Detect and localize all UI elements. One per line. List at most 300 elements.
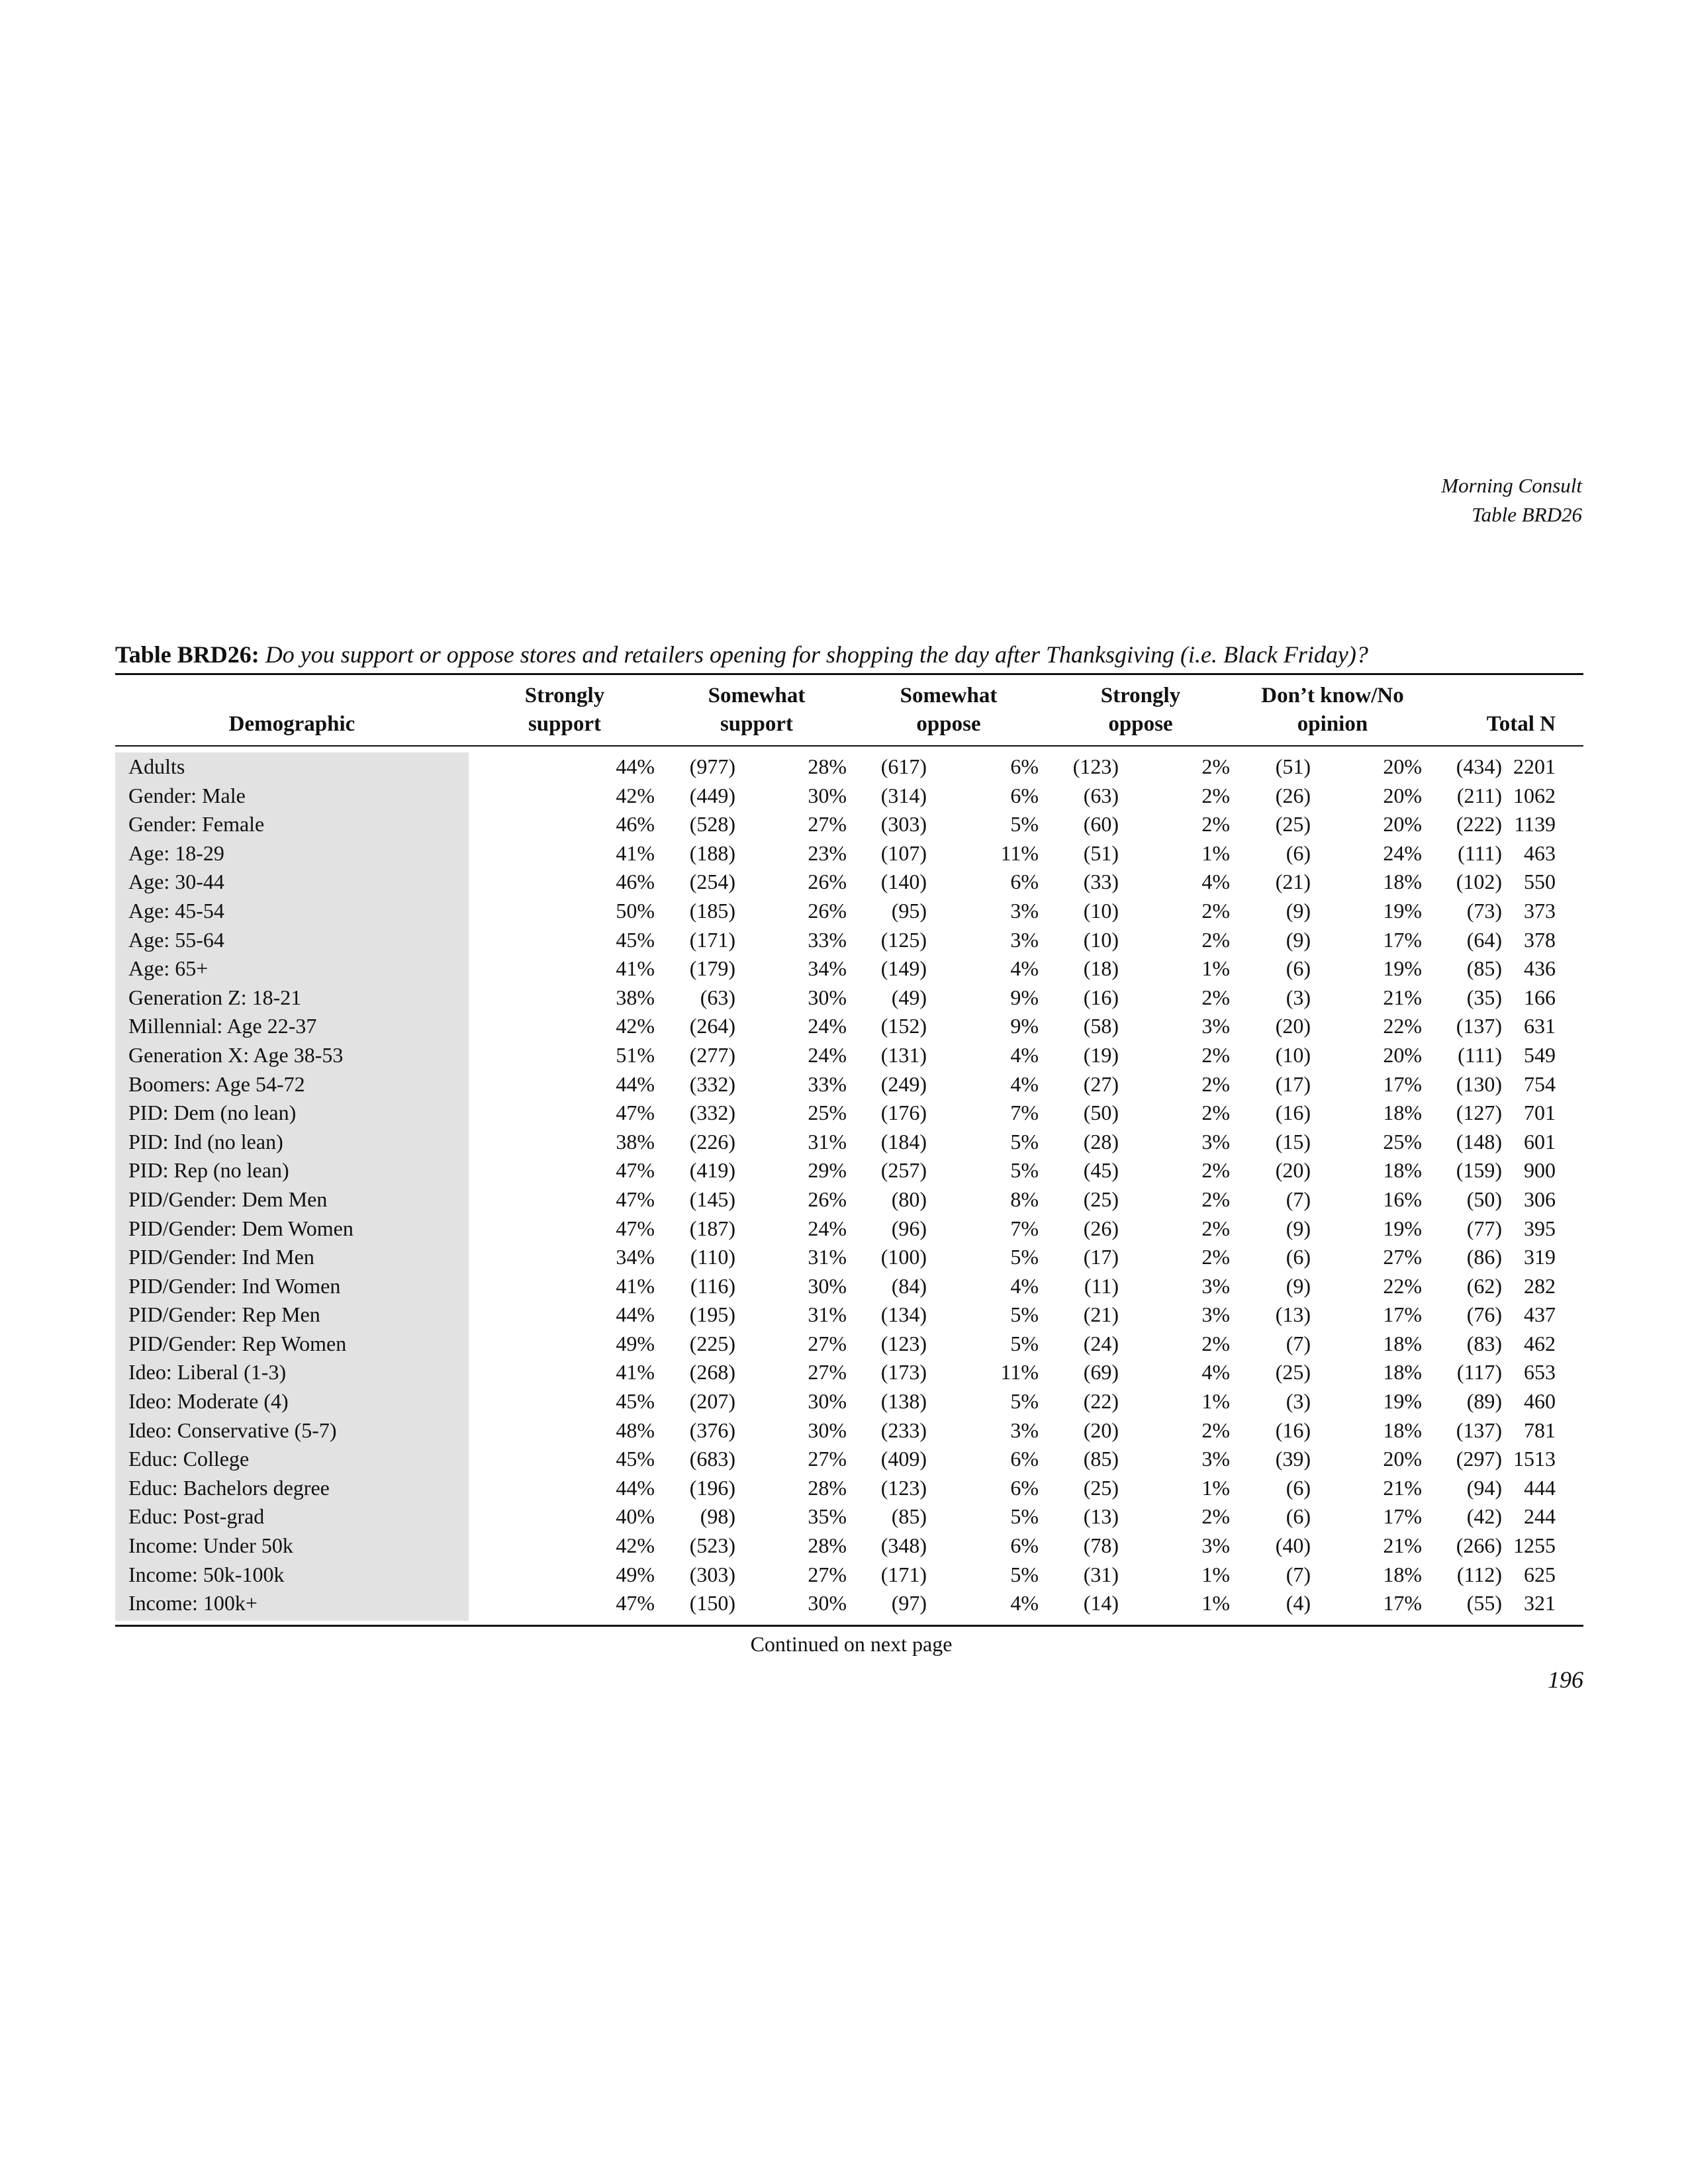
strongly-oppose-pct: 2%	[1201, 1418, 1230, 1442]
somewhat-support-pct: 29%	[808, 1158, 847, 1183]
table-row	[115, 1561, 1583, 1590]
dont-know-pct: 21%	[1383, 1475, 1422, 1500]
strongly-support-n: (268)	[689, 1360, 735, 1385]
table-row	[115, 1214, 1583, 1244]
row-demographic: Gender: Female	[128, 812, 265, 837]
strongly-support-n: (98)	[700, 1504, 735, 1529]
somewhat-oppose-pct: 6%	[1010, 1533, 1039, 1558]
strongly-support-pct: 48%	[616, 1418, 655, 1442]
table-caption	[115, 641, 1368, 668]
strongly-oppose-pct: 1%	[1201, 1591, 1230, 1615]
strongly-support-pct: 45%	[616, 1447, 655, 1471]
strongly-support-n: (188)	[689, 841, 735, 865]
somewhat-support-n: (149)	[880, 956, 927, 981]
row-demographic: PID: Dem (no lean)	[128, 1101, 297, 1125]
strongly-oppose-pct: 2%	[1201, 927, 1230, 952]
dont-know-n: (127)	[1456, 1101, 1502, 1125]
strongly-support-pct: 47%	[616, 1101, 655, 1125]
strongly-support-pct: 47%	[616, 1216, 655, 1240]
table-row	[115, 1300, 1583, 1330]
strongly-support-pct: 46%	[616, 812, 655, 837]
strongly-oppose-pct: 2%	[1201, 1071, 1230, 1096]
somewhat-oppose-n: (19)	[1083, 1042, 1119, 1067]
dont-know-pct: 18%	[1383, 1562, 1422, 1586]
somewhat-oppose-pct: 5%	[1010, 1331, 1039, 1355]
somewhat-support-n: (95)	[891, 898, 927, 923]
somewhat-support-n: (257)	[880, 1158, 927, 1183]
somewhat-oppose-pct: 6%	[1010, 870, 1039, 894]
somewhat-support-n: (97)	[891, 1591, 927, 1615]
dont-know-pct: 19%	[1383, 956, 1422, 981]
dont-know-n: (117)	[1456, 1360, 1502, 1385]
somewhat-oppose-n: (21)	[1083, 1302, 1119, 1327]
strongly-support-n: (150)	[689, 1591, 735, 1615]
somewhat-oppose-n: (11)	[1084, 1273, 1119, 1298]
somewhat-support-n: (171)	[880, 1562, 927, 1586]
dont-know-n: (89)	[1466, 1389, 1502, 1414]
strongly-oppose-n: (20)	[1275, 1158, 1311, 1183]
strongly-oppose-n: (25)	[1275, 1360, 1311, 1385]
dont-know-pct: 17%	[1383, 1302, 1422, 1327]
somewhat-oppose-pct: 9%	[1010, 1014, 1039, 1038]
somewhat-support-n: (134)	[880, 1302, 927, 1327]
bottom-rule	[115, 1625, 1583, 1627]
header-org: Morning Consult	[1441, 474, 1582, 497]
somewhat-oppose-pct: 3%	[1010, 898, 1039, 923]
table-row	[115, 897, 1583, 926]
col-header-line: Don’t know/No	[1261, 684, 1404, 707]
somewhat-support-pct: 27%	[808, 1447, 847, 1471]
col-header-line: oppose	[1108, 712, 1173, 736]
strongly-oppose-n: (16)	[1275, 1418, 1311, 1442]
somewhat-support-n: (125)	[880, 927, 927, 952]
row-demographic: PID/Gender: Ind Women	[128, 1273, 341, 1298]
somewhat-oppose-n: (28)	[1083, 1129, 1119, 1154]
strongly-support-pct: 38%	[616, 985, 655, 1009]
total-n: 282	[1524, 1273, 1556, 1298]
col-header-line: support	[528, 712, 602, 736]
row-demographic: PID/Gender: Rep Women	[128, 1331, 347, 1355]
dont-know-n: (83)	[1466, 1331, 1502, 1355]
strongly-support-n: (226)	[689, 1129, 735, 1154]
somewhat-oppose-n: (14)	[1083, 1591, 1119, 1615]
table-row	[115, 810, 1583, 839]
somewhat-oppose-pct: 6%	[1010, 754, 1039, 778]
table-body	[115, 752, 1583, 1618]
somewhat-oppose-n: (13)	[1083, 1504, 1119, 1529]
table-row	[115, 1272, 1583, 1301]
dont-know-n: (76)	[1466, 1302, 1502, 1327]
table-row	[115, 1445, 1583, 1474]
strongly-oppose-n: (3)	[1286, 1389, 1311, 1414]
dont-know-n: (111)	[1458, 1042, 1502, 1067]
strongly-support-n: (254)	[689, 870, 735, 894]
row-demographic: Age: 18-29	[128, 841, 224, 865]
strongly-oppose-pct: 2%	[1201, 1101, 1230, 1125]
total-n: 395	[1524, 1216, 1556, 1240]
strongly-oppose-n: (7)	[1286, 1562, 1311, 1586]
row-demographic: Educ: Post-grad	[128, 1504, 265, 1529]
col-header-strongly-support	[469, 682, 661, 739]
strongly-support-n: (145)	[689, 1187, 735, 1211]
total-n: 462	[1524, 1331, 1556, 1355]
dont-know-pct: 17%	[1383, 927, 1422, 952]
strongly-oppose-pct: 1%	[1201, 956, 1230, 981]
strongly-oppose-pct: 2%	[1201, 812, 1230, 837]
dont-know-pct: 20%	[1383, 1447, 1422, 1471]
dont-know-n: (85)	[1466, 956, 1502, 981]
strongly-support-pct: 44%	[616, 1475, 655, 1500]
table-row	[115, 1012, 1583, 1041]
somewhat-support-pct: 26%	[808, 898, 847, 923]
dont-know-pct: 19%	[1383, 1216, 1422, 1240]
somewhat-oppose-pct: 5%	[1010, 1302, 1039, 1327]
somewhat-support-n: (409)	[880, 1447, 927, 1471]
somewhat-oppose-n: (27)	[1083, 1071, 1119, 1096]
strongly-oppose-n: (3)	[1286, 985, 1311, 1009]
strongly-oppose-pct: 1%	[1201, 1389, 1230, 1414]
dont-know-n: (55)	[1466, 1591, 1502, 1615]
strongly-support-n: (187)	[689, 1216, 735, 1240]
strongly-support-n: (277)	[689, 1042, 735, 1067]
strongly-oppose-pct: 2%	[1201, 985, 1230, 1009]
strongly-oppose-n: (15)	[1275, 1129, 1311, 1154]
dont-know-pct: 19%	[1383, 1389, 1422, 1414]
somewhat-oppose-pct: 5%	[1010, 1504, 1039, 1529]
somewhat-oppose-pct: 3%	[1010, 927, 1039, 952]
row-demographic: Income: 100k+	[128, 1591, 258, 1615]
strongly-support-pct: 41%	[616, 1273, 655, 1298]
row-demographic: PID/Gender: Dem Women	[128, 1216, 353, 1240]
total-n: 701	[1524, 1101, 1556, 1125]
dont-know-pct: 17%	[1383, 1071, 1422, 1096]
table-row	[115, 1531, 1583, 1561]
total-n: 373	[1524, 898, 1556, 923]
row-demographic: Educ: College	[128, 1447, 250, 1471]
strongly-support-pct: 49%	[616, 1331, 655, 1355]
strongly-support-n: (419)	[689, 1158, 735, 1183]
strongly-oppose-n: (9)	[1286, 1273, 1311, 1298]
dont-know-n: (137)	[1456, 1418, 1502, 1442]
col-header-line: Somewhat	[708, 684, 806, 707]
strongly-support-n: (376)	[689, 1418, 735, 1442]
col-header-line: Somewhat	[900, 684, 998, 707]
row-demographic: Generation X: Age 38-53	[128, 1042, 344, 1067]
total-n: 2201	[1513, 754, 1556, 778]
strongly-support-n: (63)	[700, 985, 735, 1009]
col-header-line: support	[720, 712, 794, 736]
dont-know-n: (86)	[1466, 1245, 1502, 1269]
row-demographic: Ideo: Liberal (1-3)	[128, 1360, 287, 1385]
strongly-oppose-pct: 2%	[1201, 898, 1230, 923]
page-header	[1441, 471, 1582, 529]
strongly-oppose-pct: 3%	[1201, 1273, 1230, 1298]
strongly-oppose-n: (21)	[1275, 870, 1311, 894]
somewhat-oppose-pct: 5%	[1010, 1158, 1039, 1183]
strongly-support-n: (683)	[689, 1447, 735, 1471]
table-row	[115, 1502, 1583, 1531]
strongly-support-n: (116)	[690, 1273, 735, 1298]
table-row	[115, 954, 1583, 983]
somewhat-support-pct: 30%	[808, 1273, 847, 1298]
somewhat-support-pct: 31%	[808, 1302, 847, 1327]
somewhat-support-n: (131)	[880, 1042, 927, 1067]
strongly-support-n: (171)	[689, 927, 735, 952]
somewhat-oppose-pct: 6%	[1010, 1447, 1039, 1471]
total-n: 1062	[1513, 783, 1556, 807]
col-header-somewhat-support	[661, 682, 853, 739]
total-n: 900	[1524, 1158, 1556, 1183]
table-row	[115, 752, 1583, 782]
dont-know-pct: 24%	[1383, 841, 1422, 865]
somewhat-support-n: (249)	[880, 1071, 927, 1096]
strongly-support-pct: 47%	[616, 1158, 655, 1183]
strongly-support-n: (332)	[689, 1101, 735, 1125]
total-n: 244	[1524, 1504, 1556, 1529]
somewhat-oppose-n: (33)	[1083, 870, 1119, 894]
strongly-oppose-pct: 2%	[1201, 1504, 1230, 1529]
dont-know-n: (148)	[1456, 1129, 1502, 1154]
total-n: 653	[1524, 1360, 1556, 1385]
somewhat-oppose-pct: 9%	[1010, 985, 1039, 1009]
strongly-support-pct: 45%	[616, 1389, 655, 1414]
somewhat-support-n: (49)	[891, 985, 927, 1009]
strongly-support-n: (185)	[689, 898, 735, 923]
dont-know-pct: 20%	[1383, 754, 1422, 778]
table-row	[115, 1185, 1583, 1214]
somewhat-support-pct: 26%	[808, 1187, 847, 1211]
somewhat-support-pct: 31%	[808, 1129, 847, 1154]
strongly-oppose-n: (9)	[1286, 927, 1311, 952]
strongly-oppose-pct: 2%	[1201, 1042, 1230, 1067]
dont-know-pct: 18%	[1383, 870, 1422, 894]
somewhat-oppose-n: (18)	[1083, 956, 1119, 981]
table-row	[115, 782, 1583, 811]
strongly-support-pct: 45%	[616, 927, 655, 952]
somewhat-oppose-n: (17)	[1083, 1245, 1119, 1269]
table-row	[115, 1330, 1583, 1359]
somewhat-support-pct: 27%	[808, 1562, 847, 1586]
row-demographic: Adults	[128, 754, 185, 778]
dont-know-pct: 27%	[1383, 1245, 1422, 1269]
somewhat-oppose-pct: 7%	[1010, 1101, 1039, 1125]
somewhat-support-pct: 26%	[808, 870, 847, 894]
strongly-oppose-n: (6)	[1286, 1475, 1311, 1500]
total-n: 321	[1524, 1591, 1556, 1615]
somewhat-oppose-pct: 7%	[1010, 1216, 1039, 1240]
total-n: 444	[1524, 1475, 1556, 1500]
strongly-support-n: (528)	[689, 812, 735, 837]
row-demographic: Ideo: Conservative (5-7)	[128, 1418, 337, 1442]
strongly-oppose-n: (4)	[1286, 1591, 1311, 1615]
somewhat-oppose-n: (26)	[1083, 1216, 1119, 1240]
somewhat-oppose-pct: 11%	[1000, 1360, 1039, 1385]
somewhat-support-pct: 33%	[808, 1071, 847, 1096]
somewhat-oppose-n: (25)	[1083, 1475, 1119, 1500]
table-row	[115, 1099, 1583, 1128]
dont-know-pct: 19%	[1383, 898, 1422, 923]
dont-know-n: (50)	[1466, 1187, 1502, 1211]
somewhat-support-pct: 28%	[808, 754, 847, 778]
col-header-strongly-oppose	[1045, 682, 1237, 739]
strongly-support-n: (523)	[689, 1533, 735, 1558]
strongly-oppose-n: (6)	[1286, 956, 1311, 981]
strongly-oppose-n: (40)	[1275, 1533, 1311, 1558]
somewhat-oppose-pct: 4%	[1010, 956, 1039, 981]
table-row	[115, 1387, 1583, 1416]
dont-know-pct: 20%	[1383, 812, 1422, 837]
dont-know-n: (434)	[1456, 754, 1502, 778]
strongly-oppose-pct: 3%	[1201, 1014, 1230, 1038]
somewhat-support-pct: 27%	[808, 1360, 847, 1385]
somewhat-oppose-n: (85)	[1083, 1447, 1119, 1471]
dont-know-n: (42)	[1466, 1504, 1502, 1529]
strongly-oppose-pct: 3%	[1201, 1447, 1230, 1471]
strongly-oppose-n: (17)	[1275, 1071, 1311, 1096]
row-demographic: Generation Z: 18-21	[128, 985, 302, 1009]
strongly-oppose-n: (6)	[1286, 1504, 1311, 1529]
dont-know-n: (222)	[1456, 812, 1502, 837]
col-header-line: Strongly	[1100, 684, 1181, 707]
somewhat-support-n: (140)	[880, 870, 927, 894]
row-demographic: Age: 45-54	[128, 898, 224, 923]
total-n: 781	[1524, 1418, 1556, 1442]
table-row	[115, 926, 1583, 955]
row-demographic: Boomers: Age 54-72	[128, 1071, 305, 1096]
somewhat-support-pct: 34%	[808, 956, 847, 981]
strongly-oppose-pct: 4%	[1201, 870, 1230, 894]
somewhat-oppose-n: (10)	[1083, 927, 1119, 952]
strongly-oppose-pct: 1%	[1201, 841, 1230, 865]
strongly-support-n: (264)	[689, 1014, 735, 1038]
strongly-support-pct: 41%	[616, 956, 655, 981]
total-n: 306	[1524, 1187, 1556, 1211]
somewhat-oppose-n: (50)	[1083, 1101, 1119, 1125]
somewhat-oppose-pct: 5%	[1010, 1562, 1039, 1586]
strongly-oppose-pct: 2%	[1201, 1187, 1230, 1211]
somewhat-support-pct: 28%	[808, 1533, 847, 1558]
somewhat-support-n: (176)	[880, 1101, 927, 1125]
somewhat-support-pct: 30%	[808, 783, 847, 807]
total-n: 625	[1524, 1562, 1556, 1586]
total-n: 460	[1524, 1389, 1556, 1414]
strongly-support-pct: 47%	[616, 1591, 655, 1615]
total-n: 378	[1524, 927, 1556, 952]
somewhat-oppose-n: (22)	[1083, 1389, 1119, 1414]
total-n: 436	[1524, 956, 1556, 981]
somewhat-support-n: (84)	[891, 1273, 927, 1298]
dont-know-pct: 17%	[1383, 1591, 1422, 1615]
row-demographic: PID/Gender: Dem Men	[128, 1187, 328, 1211]
strongly-oppose-n: (6)	[1286, 841, 1311, 865]
col-header-line: Strongly	[524, 684, 605, 707]
row-demographic: PID: Ind (no lean)	[128, 1129, 283, 1154]
somewhat-oppose-n: (69)	[1083, 1360, 1119, 1385]
col-header-demographic: Demographic	[228, 712, 355, 736]
row-demographic: Ideo: Moderate (4)	[128, 1389, 289, 1414]
somewhat-oppose-n: (25)	[1083, 1187, 1119, 1211]
dont-know-pct: 21%	[1383, 1533, 1422, 1558]
somewhat-oppose-pct: 5%	[1010, 1245, 1039, 1269]
somewhat-support-pct: 31%	[808, 1245, 847, 1269]
strongly-oppose-pct: 3%	[1201, 1302, 1230, 1327]
row-demographic: Gender: Male	[128, 783, 246, 807]
dont-know-pct: 22%	[1383, 1014, 1422, 1038]
table-row	[115, 1358, 1583, 1387]
strongly-support-pct: 46%	[616, 870, 655, 894]
table-row	[115, 1243, 1583, 1272]
strongly-support-n: (303)	[689, 1562, 735, 1586]
somewhat-support-pct: 35%	[808, 1504, 847, 1529]
strongly-oppose-pct: 3%	[1201, 1533, 1230, 1558]
dont-know-n: (94)	[1466, 1475, 1502, 1500]
total-n: 1139	[1514, 812, 1556, 837]
somewhat-oppose-n: (31)	[1083, 1562, 1119, 1586]
strongly-oppose-pct: 2%	[1201, 1331, 1230, 1355]
somewhat-oppose-n: (78)	[1083, 1533, 1119, 1558]
page-number: 196	[1548, 1666, 1583, 1693]
strongly-support-pct: 41%	[616, 841, 655, 865]
somewhat-oppose-pct: 11%	[1000, 841, 1039, 865]
dont-know-pct: 21%	[1383, 985, 1422, 1009]
somewhat-oppose-n: (58)	[1083, 1014, 1119, 1038]
dont-know-n: (35)	[1466, 985, 1502, 1009]
dont-know-n: (111)	[1458, 841, 1502, 865]
total-n: 166	[1524, 985, 1556, 1009]
somewhat-oppose-n: (51)	[1083, 841, 1119, 865]
somewhat-support-pct: 30%	[808, 1591, 847, 1615]
somewhat-oppose-n: (123)	[1072, 754, 1119, 778]
somewhat-support-pct: 24%	[808, 1014, 847, 1038]
somewhat-support-pct: 24%	[808, 1216, 847, 1240]
total-n: 631	[1524, 1014, 1556, 1038]
row-demographic: Age: 30-44	[128, 870, 224, 894]
dont-know-pct: 25%	[1383, 1129, 1422, 1154]
col-header-total-n: Total N	[1486, 712, 1556, 736]
strongly-oppose-n: (20)	[1275, 1014, 1311, 1038]
table-row	[115, 1416, 1583, 1445]
strongly-oppose-n: (51)	[1275, 754, 1311, 778]
total-n: 319	[1524, 1245, 1556, 1269]
caption-question: Do you support or oppose stores and retailers opening for shopping the day after Thanksgiving (i.e. Black Friday)?	[265, 641, 1368, 668]
dont-know-pct: 16%	[1383, 1187, 1422, 1211]
strongly-support-pct: 44%	[616, 754, 655, 778]
somewhat-oppose-n: (16)	[1083, 985, 1119, 1009]
total-n: 601	[1524, 1129, 1556, 1154]
strongly-support-pct: 44%	[616, 1302, 655, 1327]
dont-know-pct: 20%	[1383, 783, 1422, 807]
total-n: 754	[1524, 1071, 1556, 1096]
dont-know-n: (62)	[1466, 1273, 1502, 1298]
total-n: 463	[1524, 841, 1556, 865]
somewhat-support-pct: 27%	[808, 1331, 847, 1355]
strongly-support-n: (332)	[689, 1071, 735, 1096]
strongly-oppose-pct: 2%	[1201, 754, 1230, 778]
strongly-oppose-n: (6)	[1286, 1245, 1311, 1269]
strongly-oppose-pct: 4%	[1201, 1360, 1230, 1385]
continued-note: Continued on next page	[750, 1632, 953, 1656]
dont-know-pct: 22%	[1383, 1273, 1422, 1298]
somewhat-oppose-n: (60)	[1083, 812, 1119, 837]
somewhat-support-n: (96)	[891, 1216, 927, 1240]
col-header-line: oppose	[916, 712, 981, 736]
somewhat-oppose-n: (10)	[1083, 898, 1119, 923]
dont-know-pct: 18%	[1383, 1418, 1422, 1442]
total-n: 1255	[1513, 1533, 1556, 1558]
somewhat-support-pct: 28%	[808, 1475, 847, 1500]
dont-know-n: (77)	[1466, 1216, 1502, 1240]
table-row	[115, 1128, 1583, 1157]
